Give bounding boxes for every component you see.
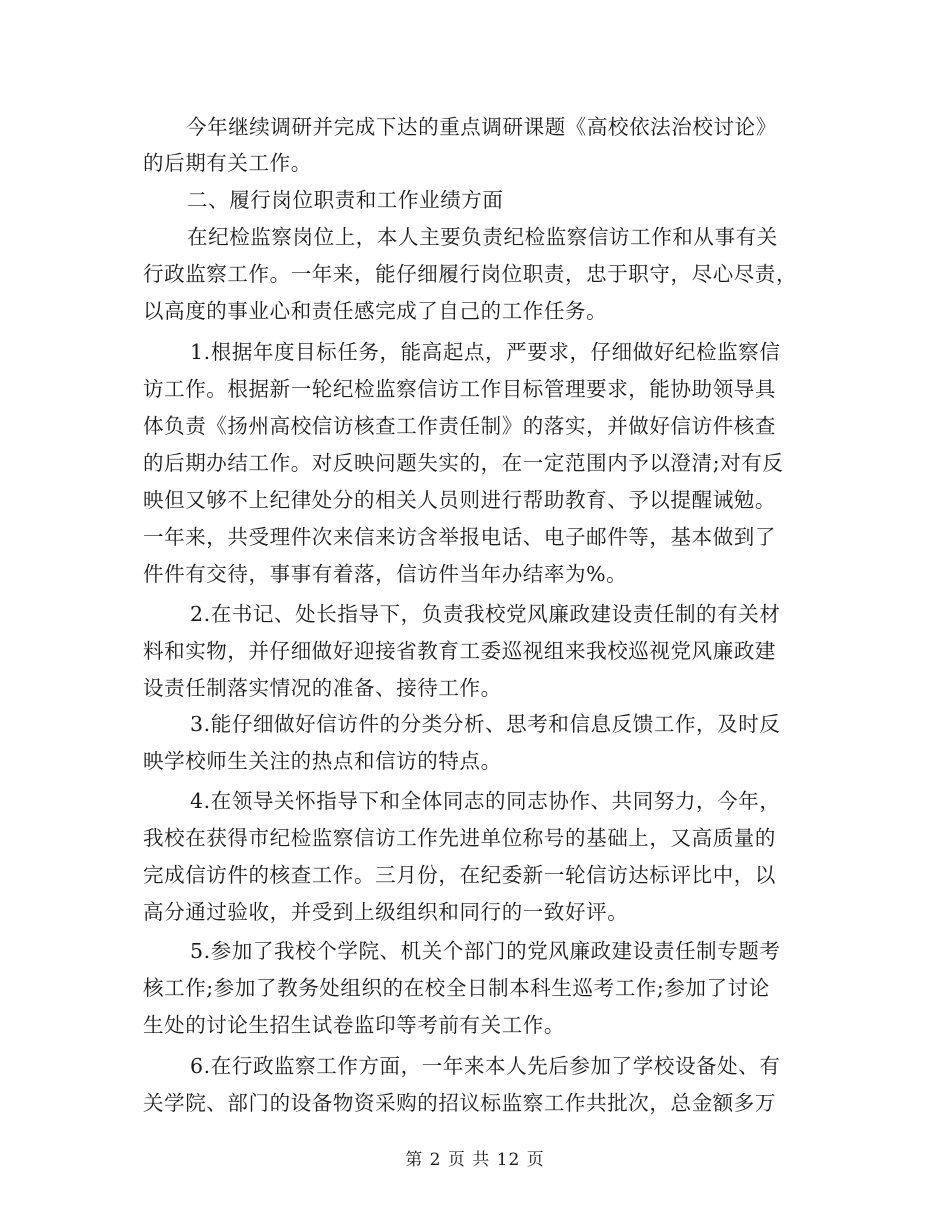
list-item: 4.在领导关怀指导下和全体同志的同志协作、共同努力，今年， <box>190 789 781 813</box>
text-line: 的后期办结工作。对反映问题失实的，在一定范围内予以澄清;对有反 <box>143 451 784 475</box>
page-footer: 第 2 页 共 12 页 <box>405 1150 545 1170</box>
text-line: 以高度的事业心和责任感完成了自己的工作任务。 <box>143 299 608 323</box>
text-line: 关学院、部门的设备物资采购的招议标监察工作共批次，总金额多万 <box>143 1091 776 1115</box>
text-line: 件件有交待，事事有着落，信访件当年办结率为%。 <box>143 562 628 586</box>
text-line: 设责任制落实情况的准备、接待工作。 <box>143 676 502 700</box>
list-item: 1.根据年度目标任务，能高起点，严要求，仔细做好纪检监察信 <box>190 340 781 364</box>
text-line: 生处的讨论生招生试卷监印等考前有关工作。 <box>143 1013 565 1037</box>
list-item: 5.参加了我校个学院、机关个部门的党风廉政建设责任制专题考 <box>190 939 781 963</box>
text-line: 的后期有关工作。 <box>143 151 312 175</box>
text-line: 访工作。根据新一轮纪检监察信访工作目标管理要求，能协助领导具 <box>143 377 776 401</box>
text-line: 在纪检监察岗位上，本人主要负责纪检监察信访工作和从事有关 <box>187 225 778 249</box>
text-line: 体负责《扬州高校信访核查工作责任制》的落实，并做好信访件核查 <box>143 414 776 438</box>
text-line: 今年继续调研并完成下达的重点调研课题《高校依法治校讨论》 <box>186 115 777 139</box>
text-line: 一年来，共受理件次来信来访含举报电话、电子邮件等，基本做到了 <box>143 525 776 549</box>
text-line: 映但又够不上纪律处分的相关人员则进行帮助教育、予以提醒诫勉。 <box>143 488 776 512</box>
text-line: 料和实物，并仔细做好迎接省教育工委巡视组来我校巡视党风廉政建 <box>143 639 776 663</box>
text-line: 映学校师生关注的热点和信访的特点。 <box>143 749 502 773</box>
list-item: 2.在书记、处长指导下，负责我校党风廉政建设责任制的有关材 <box>190 602 781 626</box>
text-line: 我校在获得市纪检监察信访工作先进单位称号的基础上，又高质量的 <box>143 826 776 850</box>
section-heading: 二、履行岗位职责和工作业绩方面 <box>187 188 504 212</box>
list-item: 3.能仔细做好信访件的分类分析、思考和信息反馈工作，及时反 <box>190 712 781 736</box>
text-line: 完成信访件的核查工作。三月份，在纪委新一轮信访达标评比中，以 <box>143 863 776 887</box>
list-item: 6.在行政监察工作方面，一年来本人先后参加了学校设备处、有 <box>190 1054 781 1078</box>
text-line: 核工作;参加了教务处组织的在校全日制本科生巡考工作;参加了讨论 <box>143 976 770 1000</box>
text-line: 高分通过验收，并受到上级组织和同行的一致好评。 <box>143 900 629 924</box>
text-line: 行政监察工作。一年来，能仔细履行岗位职责，忠于职守，尽心尽责， <box>143 262 798 286</box>
